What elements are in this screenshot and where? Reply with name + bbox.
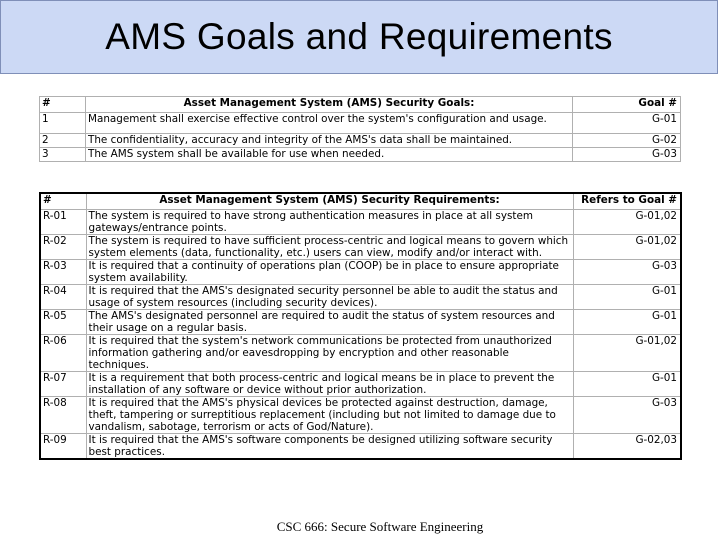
table-row	[40, 285, 681, 310]
req-desc: The AMS's designated personnel are required to audit the status of system resources and their usage on a regular basis.	[86, 310, 573, 335]
table-row	[40, 113, 681, 134]
req-goal-ref: G-01,02	[573, 210, 681, 235]
goals-header-goal: Goal #	[573, 97, 681, 113]
reqs-header-row	[40, 193, 681, 210]
title-bar	[0, 0, 718, 74]
reqs-header-goal: Refers to Goal #	[573, 193, 681, 210]
req-desc: The system is required to have strong authentication measures in place at all system gateways/entrance points.	[86, 210, 573, 235]
req-desc: The system is required to have sufficient process-centric and logical means to govern which system elements (data, functionality, etc.) users can view, modify and/or interact with.	[86, 235, 573, 260]
table-row	[40, 148, 681, 162]
reqs-header-num: #	[40, 193, 86, 210]
req-num: R-03	[40, 260, 86, 285]
req-num: R-06	[40, 335, 86, 372]
goal-id: G-03	[573, 148, 681, 162]
table-row	[40, 310, 681, 335]
table-row	[40, 372, 681, 397]
table-row	[40, 134, 681, 148]
goals-header-num: #	[40, 97, 86, 113]
req-num: R-02	[40, 235, 86, 260]
req-desc: It is required that a continuity of operations plan (COOP) be in place to ensure appropriate system availability.	[86, 260, 573, 285]
req-num: R-09	[40, 434, 86, 460]
req-goal-ref: G-02,03	[573, 434, 681, 460]
req-num: R-01	[40, 210, 86, 235]
req-goal-ref: G-01,02	[573, 335, 681, 372]
table-row	[40, 235, 681, 260]
slide-footer: CSC 666: Secure Software Engineering	[276, 519, 484, 534]
req-num: R-08	[40, 397, 86, 434]
goals-header-row	[40, 97, 681, 113]
goal-desc: Management shall exercise effective control over the system's configuration and usage.	[86, 113, 573, 134]
goal-num: 2	[40, 134, 86, 148]
slide-title: AMS Goals and Requirements	[105, 16, 613, 57]
req-goal-ref: G-01,02	[573, 235, 681, 260]
req-desc: It is required that the AMS's software components be designed utilizing software security best practices.	[86, 434, 573, 460]
goal-id: G-01	[573, 113, 681, 134]
goal-num: 1	[40, 113, 86, 134]
goal-id: G-02	[573, 134, 681, 148]
table-row	[40, 210, 681, 235]
table-row	[40, 335, 681, 372]
goal-num: 3	[40, 148, 86, 162]
table-row	[40, 434, 681, 460]
req-desc: It is required that the AMS's physical devices be protected against destruction, damage, theft, tampering or surreptitious replacement (including but not limited to damage due to vandalism, sabotage, terrorism or acts of God/Nature).	[86, 397, 573, 434]
req-num: R-04	[40, 285, 86, 310]
security-requirements-table	[39, 192, 682, 460]
req-goal-ref: G-03	[573, 397, 681, 434]
table-row	[40, 260, 681, 285]
req-goal-ref: G-01	[573, 372, 681, 397]
goals-header-desc: Asset Management System (AMS) Security Goals:	[86, 97, 573, 113]
req-num: R-07	[40, 372, 86, 397]
req-num: R-05	[40, 310, 86, 335]
security-goals-table	[39, 96, 681, 162]
req-goal-ref: G-01	[573, 285, 681, 310]
reqs-header-desc: Asset Management System (AMS) Security Requirements:	[86, 193, 573, 210]
req-goal-ref: G-01	[573, 310, 681, 335]
table-row	[40, 397, 681, 434]
req-desc: It is a requirement that both process-centric and logical means be in place to prevent the installation of any software or device without prior authorization.	[86, 372, 573, 397]
req-desc: It is required that the system's network communications be protected from unauthorized information gathering and/or eavesdropping by encryption and other reasonable techniques.	[86, 335, 573, 372]
req-desc: It is required that the AMS's designated security personnel be able to audit the status and usage of system resources (including security devices).	[86, 285, 573, 310]
req-goal-ref: G-03	[573, 260, 681, 285]
goal-desc: The confidentiality, accuracy and integrity of the AMS's data shall be maintained.	[86, 134, 573, 148]
goal-desc: The AMS system shall be available for use when needed.	[86, 148, 573, 162]
